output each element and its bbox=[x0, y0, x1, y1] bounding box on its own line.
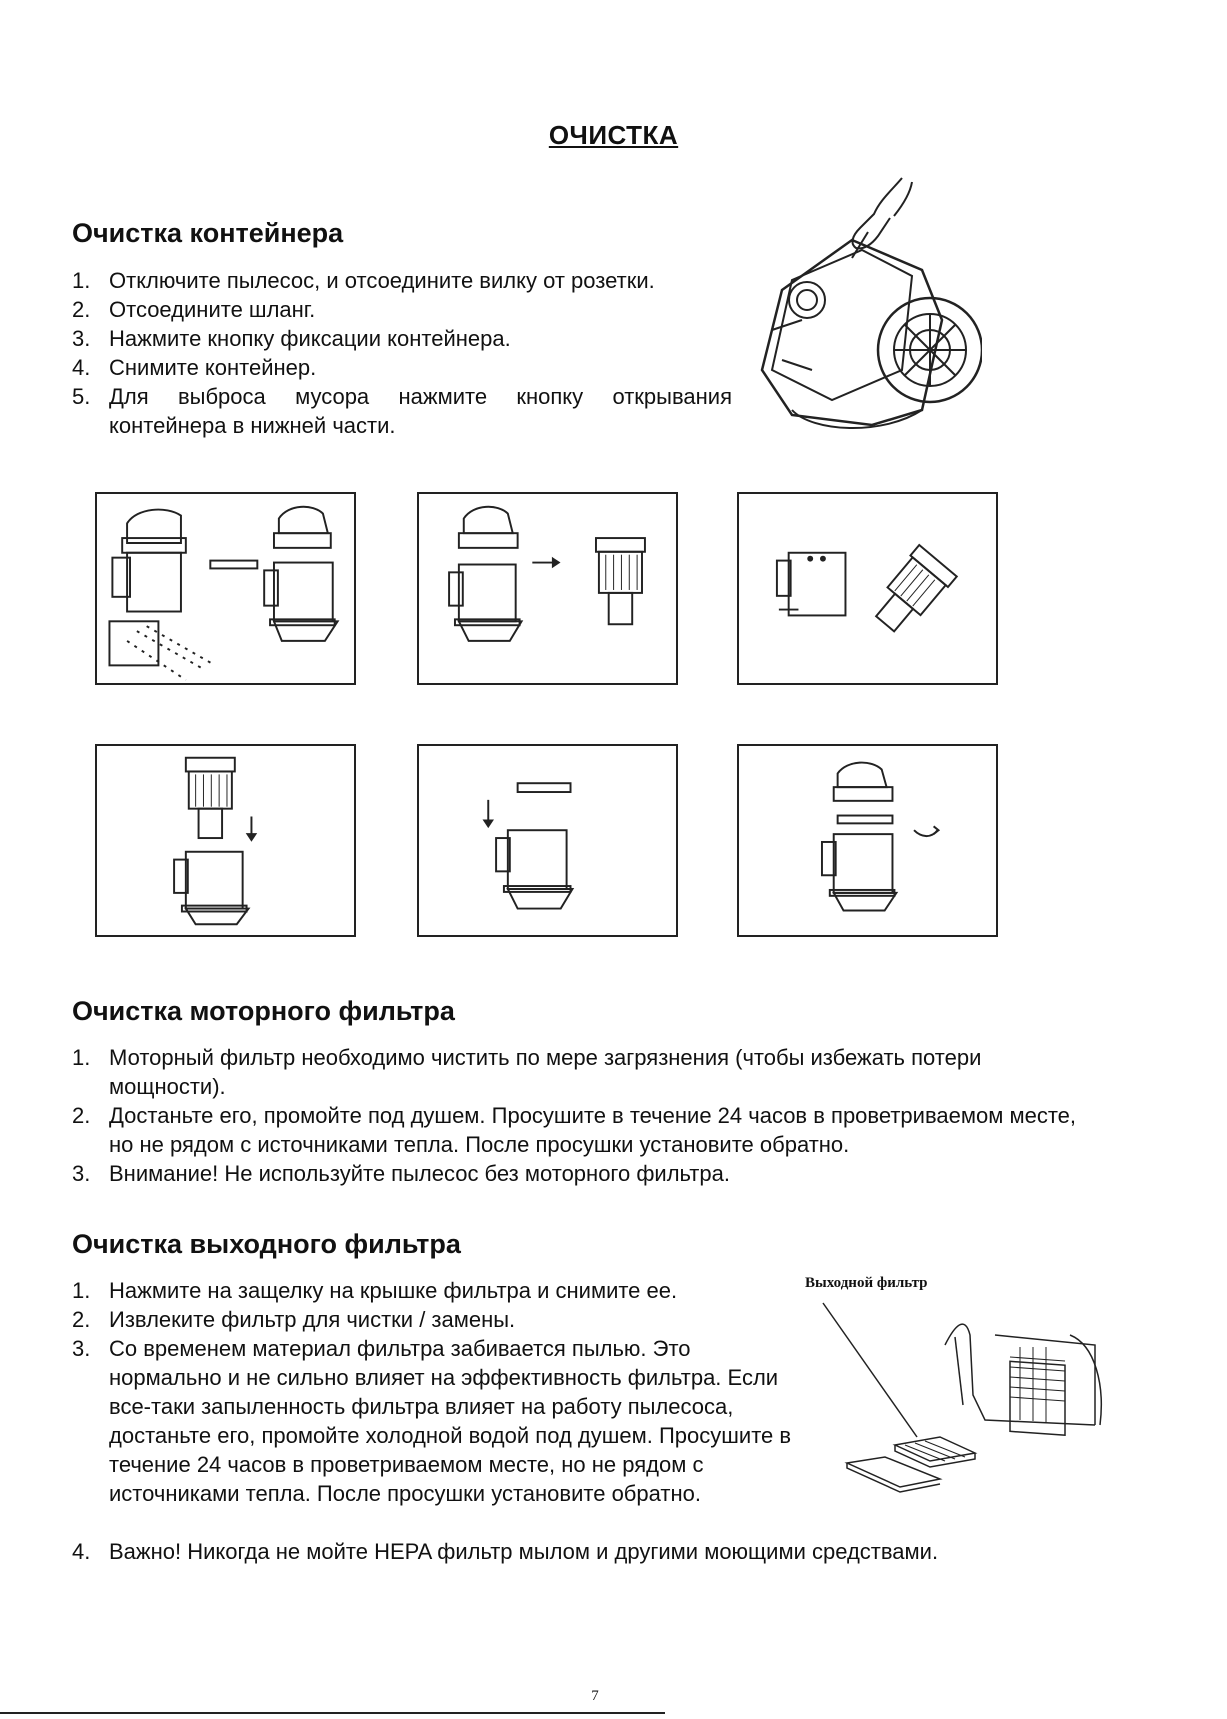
step-text: Со временем материал фильтра забивается пылью. Это нормально и не сильно влияет на эффективность фильтра. Если все-таки запыленность фильтра влияет на работу пылесоса, достаньте его, промойте холодной водой под душем. Просушите в течение 24 часов в проветриваемом месте, но не рядом с источниками тепла. После просушки установите обратно. bbox=[109, 1336, 792, 1506]
list-item bbox=[72, 382, 732, 440]
list-item bbox=[72, 266, 732, 295]
step-text: Отсоедините шланг. bbox=[109, 297, 316, 322]
list-item bbox=[72, 1334, 792, 1508]
step-text: Моторный фильтр необходимо чистить по мере загрязнения (чтобы избежать потери мощности). bbox=[109, 1045, 982, 1099]
list-item bbox=[72, 1305, 792, 1334]
list-item bbox=[72, 1101, 1102, 1159]
step-panel-2 bbox=[417, 492, 678, 685]
step-panel-5 bbox=[417, 744, 678, 937]
list-item bbox=[72, 1276, 792, 1305]
list-item bbox=[72, 1159, 1102, 1188]
step-text: Достаньте его, промойте под душем. Просушите в течение 24 часов в проветриваемом месте, но не рядом с источниками тепла. После просушки установите обратно. bbox=[109, 1103, 1077, 1157]
step-number: 2. bbox=[72, 297, 91, 322]
page-title: ОЧИСТКА bbox=[548, 120, 679, 150]
motor-filter-heading: Очистка моторного фильтра bbox=[72, 996, 455, 1026]
step-text: Нажмите кнопку фиксации контейнера. bbox=[109, 326, 511, 351]
motor-filter-steps bbox=[72, 1043, 1102, 1188]
step-text: Извлеките фильтр для чистки / замены. bbox=[109, 1307, 516, 1332]
step-panel-1 bbox=[95, 492, 356, 685]
vacuum-cleaner-illustration bbox=[752, 170, 982, 440]
step-number: 5. bbox=[72, 384, 91, 409]
step-text: Отключите пылесос, и отсоедините вилку от розетки. bbox=[109, 268, 655, 293]
list-item bbox=[72, 295, 732, 324]
exhaust-filter-illustration bbox=[805, 1275, 1105, 1515]
step-number: 4. bbox=[72, 1539, 91, 1564]
step-panel-6 bbox=[737, 744, 998, 937]
step-text: Для выброса мусора нажмите кнопку открывания bbox=[109, 384, 732, 409]
step-number: 3. bbox=[72, 1336, 91, 1361]
step-number: 1. bbox=[72, 1278, 91, 1303]
step-text: Снимите контейнер. bbox=[109, 355, 317, 380]
page-number: 7 bbox=[591, 1688, 599, 1704]
step-number: 4. bbox=[72, 355, 91, 380]
exhaust-filter-step-4 bbox=[72, 1537, 1152, 1566]
step-text: Важно! Никогда не мойте HEPA фильтр мылом и другими моющими средствами. bbox=[109, 1539, 939, 1564]
step-text: Внимание! Не используйте пылесос без моторного фильтра. bbox=[109, 1161, 730, 1186]
list-item bbox=[72, 1537, 1152, 1566]
step-number: 1. bbox=[72, 268, 91, 293]
exhaust-filter-heading: Очистка выходного фильтра bbox=[72, 1229, 461, 1259]
illustration-caption: Выходной фильтр bbox=[805, 1275, 928, 1291]
step-text-continued: контейнера в нижней части. bbox=[109, 413, 396, 438]
list-item bbox=[72, 324, 732, 353]
container-cleaning-heading: Очистка контейнера bbox=[72, 218, 344, 248]
step-number: 3. bbox=[72, 1161, 91, 1186]
step-number: 1. bbox=[72, 1045, 91, 1070]
step-number: 3. bbox=[72, 326, 91, 351]
container-cleaning-steps bbox=[72, 266, 732, 440]
exhaust-filter-steps bbox=[72, 1276, 792, 1508]
step-number: 2. bbox=[72, 1103, 91, 1128]
step-text: Нажмите на защелку на крышке фильтра и снимите ее. bbox=[109, 1278, 678, 1303]
step-panel-3 bbox=[737, 492, 998, 685]
step-number: 2. bbox=[72, 1307, 91, 1332]
bottom-rule bbox=[0, 1712, 665, 1714]
list-item bbox=[72, 353, 732, 382]
list-item bbox=[72, 1043, 1102, 1101]
step-panel-4 bbox=[95, 744, 356, 937]
